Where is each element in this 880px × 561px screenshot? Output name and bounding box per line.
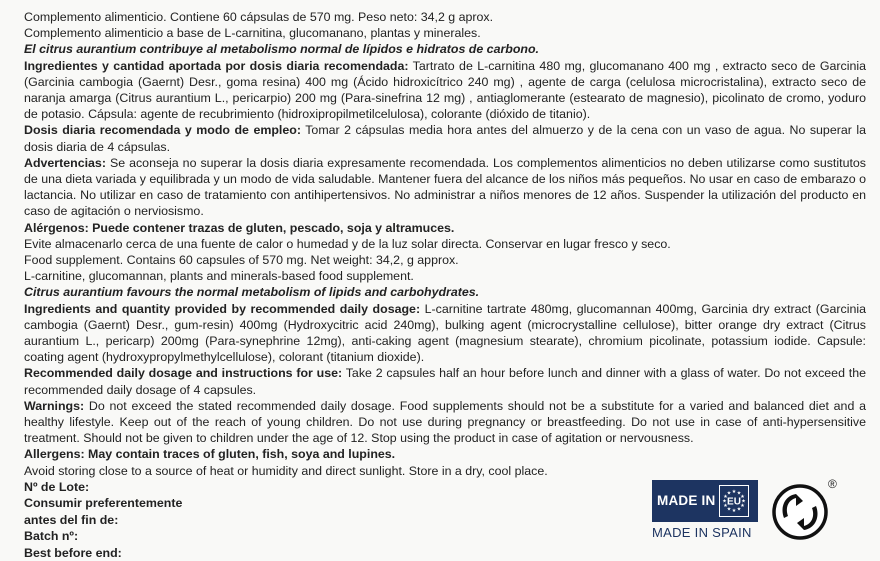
en-dosage: [24, 365, 866, 397]
made-in-eu-badge: [652, 480, 758, 522]
es-dosage: [24, 122, 866, 154]
svg-text:★: ★: [722, 498, 728, 505]
en-ingredients: [24, 301, 866, 366]
eu-stars-icon: [720, 486, 748, 516]
en-ingredients-text: L-carnitine tartrate 480mg, glucomannan 400mg, Garcinia dry extract (Garcinia cambogia (Gaernt) Desr., gum-resin) 400mg (Hydroxycitric acid 240mg), bulking agent (microcrystalline cellulose), bitter orange dry extract (Citrus aurantium L., pericarp) 200mg (Para-synephrine 12mg), anti-caking agent (magnesium stearate), chromium picolinate, potassium iodide. Capsule: coating agent (hydroxypropylmethylcellulose), colorant (titanium dioxide).: [24, 301, 866, 365]
made-in-spain-text: MADE IN SPAIN: [652, 525, 752, 540]
en-warnings-heading: Warnings:: [24, 398, 85, 413]
svg-text:★: ★: [732, 489, 737, 495]
en-dosage-text: Take 2 capsules half an hour before lunch and dinner with a glass of water. Do not exceed the recommended daily dosage of 4 capsules.: [24, 366, 866, 397]
svg-text:★: ★: [740, 503, 746, 509]
es-product-description: Complemento alimenticio. Contiene 60 cápsulas de 570 mg. Peso neto: 34,2 g aprox.: [24, 10, 494, 24]
es-warnings-text: Se aconseja no superar la dosis diaria expresamente recomendada. Los complementos alimenticios no deben utilizarse como sustitutos de una dieta variada y equilibrada y un modo de vida saludable. Mantener fuera del alcance de los niños más pequeños. No usar en caso de embarazo o lactancia. No utilizar en caso de tratamiento con antihipertensivos. No administrar a niños menores de 12 años. Suspender la utilización del producto en caso de agitación o nerviosismo.: [24, 155, 866, 219]
es-allergens: Alérgenos: Puede contener trazas de gluten, pescado, soja y altramuces.: [24, 220, 455, 235]
eu-text: EU: [727, 496, 742, 508]
svg-text:★: ★: [737, 490, 742, 497]
green-dot-recycle-icon: [772, 484, 828, 540]
en-health-claim: Citrus aurantium favours the normal metabolism of lipids and carbohydrates.: [24, 285, 480, 300]
consume-before-label-2: antes del fin de:: [24, 512, 119, 527]
en-storage: Avoid storing close to a source of heat or humidity and direct sunlight. Store in a dry, cool place.: [24, 463, 548, 478]
svg-text:★: ★: [727, 490, 732, 497]
es-dosage-heading: Dosis diaria recomendada y modo de empleo:: [24, 123, 301, 138]
origin-badges: [652, 477, 872, 544]
es-storage: Evite almacenarlo cerca de una fuente de calor o humedad y de la luz solar directa. Conservar en lugar fresco y seco.: [24, 236, 671, 251]
en-warnings-text: Do not exceed the stated recommended daily dosage. Food supplements should not be a substitute for a varied and balanced diet and a healthy lifestyle. Keep out of the reach of young children. Do not use during pregnancy or breastfeeding. Do not use in case of anti-hypersensitive treatment. Should not be given to children under the age of 12. Stop using the product in case of agitation or nervousness.: [24, 398, 866, 446]
consume-before-label-1: Consumir preferentemente: [24, 496, 183, 511]
svg-text:★: ★: [723, 494, 729, 500]
es-health-claim: El citrus aurantium contribuye al metabolismo normal de lípidos e hidratos de carbono.: [24, 42, 539, 57]
es-ingredients-heading: Ingredientes y cantidad aportada por dosis diaria recomendada:: [24, 58, 409, 73]
es-ingredients-text: Tartrato de L-carnitina 480 mg, glucomanano 400 mg , extracto seco de Garcinia (Garcinia cambogia (Gaernt) Desr., goma resina) 400 mg (Ácido hidroxicítrico 240 mg) , agente de carga (celulosa microcristalina), extracto seco de naranja amarga (Citrus aurantium L., pericarpio) 200 mg (Para-sinefrina 12 mg) , antiaglomerante (estearato de magnesio), picolinato de cromo, yoduro de potasio. Cápsula: agente de recubrimiento (hidroxipropilmetilcelulosa), colorante (dióxido de titanio).: [24, 58, 867, 122]
svg-text:★: ★: [741, 498, 747, 505]
batch-number-label: Batch nº:: [24, 529, 79, 544]
svg-text:★: ★: [727, 506, 732, 513]
svg-text:★: ★: [737, 506, 742, 513]
svg-text:★: ★: [740, 494, 746, 500]
lot-number-label: Nº de Lote:: [24, 479, 90, 494]
en-allergens: Allergens: May contain traces of gluten, fish, soya and lupines.: [24, 447, 396, 462]
es-composition-description: Complemento alimenticio a base de L-carnitina, glucomanano, plantas y minerales.: [24, 26, 481, 41]
es-ingredients: [24, 58, 866, 123]
en-warnings: [24, 398, 866, 447]
registered-mark: ®: [828, 477, 837, 491]
es-warnings: [24, 155, 866, 220]
es-dosage-text: Tomar 2 cápsulas media hora antes del almuerzo y de la cena con un vaso de agua. No superar la dosis diaria de 4 cápsulas.: [24, 123, 866, 154]
en-dosage-heading: Recommended daily dosage and instructions for use:: [24, 366, 343, 381]
en-product-description: Food supplement. Contains 60 capsules of 570 mg. Net weight: 34,2, g approx.: [24, 253, 459, 268]
best-before-label: Best before end:: [24, 545, 122, 560]
en-composition-description: L-carnitine, glucomannan, plants and minerals-based food supplement.: [24, 269, 414, 284]
eu-flag-box: [719, 485, 749, 517]
svg-text:★: ★: [723, 503, 729, 509]
svg-text:★: ★: [732, 508, 737, 514]
en-ingredients-heading: Ingredients and quantity provided by recommended daily dosage:: [24, 301, 421, 316]
made-in-text: MADE IN: [657, 492, 716, 508]
es-warnings-heading: Advertencias:: [24, 155, 106, 170]
